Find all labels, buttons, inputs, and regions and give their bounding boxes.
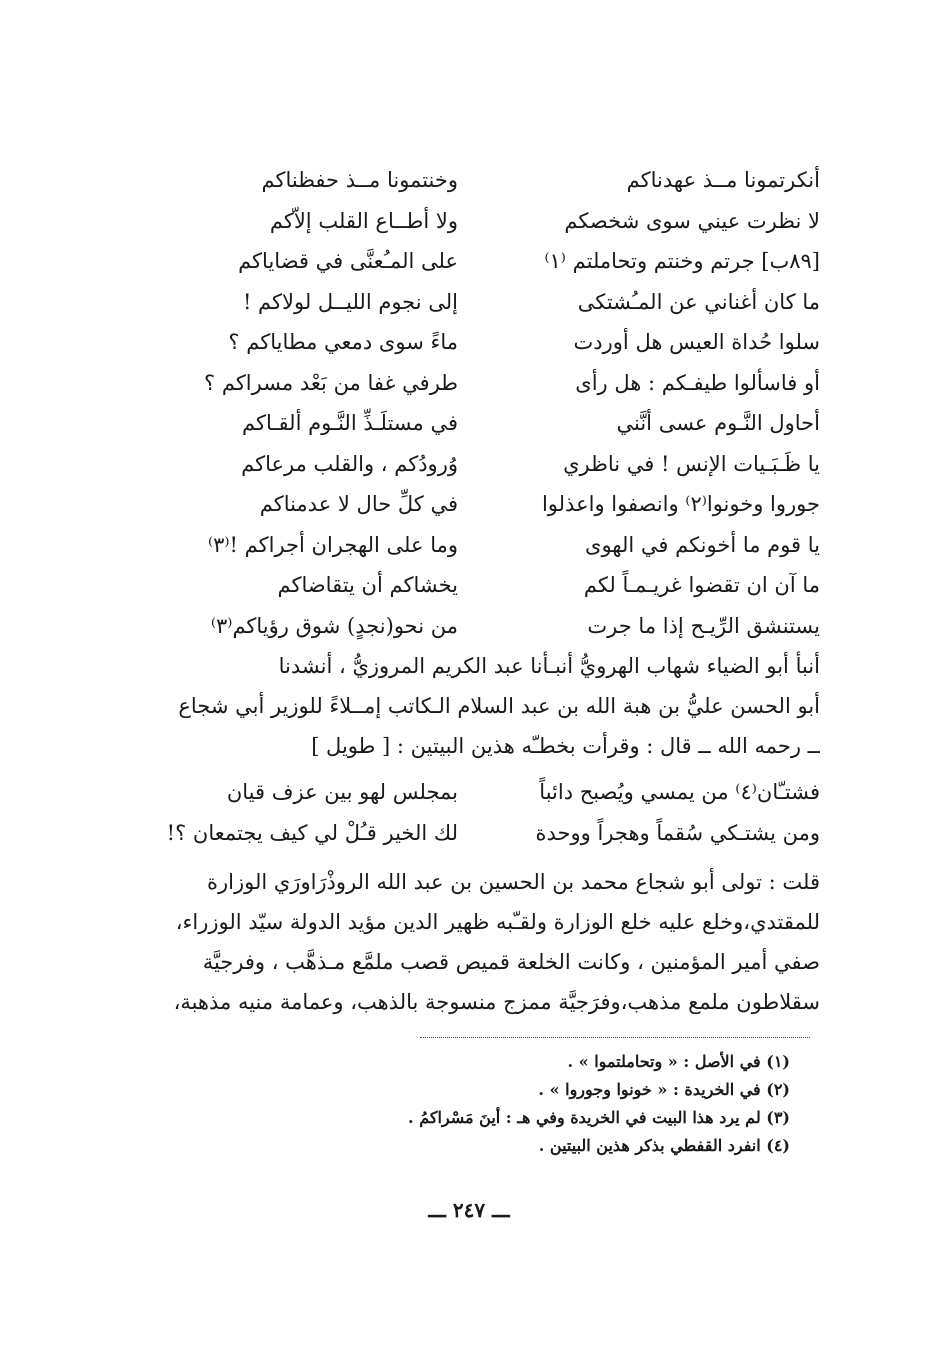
second-hemistich: على المـُعنَّى في قضاياكم bbox=[238, 249, 458, 273]
first-hemistich: ما كان أغناني عن المـُشتكى bbox=[577, 289, 820, 314]
text-line: صفي أمير المؤمنين ، وكانت الخلعة قميص قصب ملمَّع مـذهَّب ، وفرجيَّة bbox=[202, 950, 820, 974]
footnote: (٣) لم يرد هذا البيت في الخريدة وفي هـ : أينَ مَسْراكمُ . bbox=[408, 1108, 790, 1127]
footnote: (٢) في الخريدة : « خونوا وجوروا » . bbox=[538, 1080, 790, 1099]
second-hemistich: وخنتمونا مــذ حفظناكم bbox=[261, 168, 458, 192]
second-hemistich: لك الخير قـُلْ لي كيف يجتمعان ؟! bbox=[166, 820, 458, 845]
poem bbox=[140, 160, 820, 646]
first-hemistich: سلوا حُداة العيس هل أوردت bbox=[573, 330, 820, 354]
first-hemistich: أنكرتمونا مــذ عهدناكم bbox=[626, 168, 820, 192]
second-hemistich: ولا أطــاع القلب إلاّكم bbox=[269, 208, 458, 233]
second-hemistich: إلى نجوم الليــل لولاكم ! bbox=[242, 289, 458, 314]
text-line: للمقتدي،وخلع عليه خلع الوزارة ولقـّبه ظهير الدين مؤيد الدولة سيّد الوزراء، bbox=[175, 910, 820, 934]
first-hemistich: يستنشق الرِّيـح إذا ما جرت bbox=[587, 613, 820, 638]
first-hemistich: يا قوم ما أخونكم في الهوى bbox=[585, 532, 820, 557]
verse bbox=[140, 282, 820, 323]
text-line: أبو الحسن عليُّ بن هبة الله بن عبد السلام الـكاتب إمــلاءً للوزير أبي شجاع bbox=[178, 694, 820, 718]
first-hemistich: أحاول النَّـوم عسى أنَّني bbox=[616, 411, 820, 435]
second-hemistich: ماءً سوى دمعي مطاياكم ؟ bbox=[228, 330, 458, 354]
footnote: (١) في الأصل : « وتحاملتموا » . bbox=[567, 1052, 790, 1071]
verse bbox=[140, 322, 820, 363]
first-hemistich: أو فاسألوا طيفـكم : هل رأى bbox=[575, 370, 820, 395]
first-hemistich: فشتـّان⁽٤⁾ من يمسي ويُصبح دائباً bbox=[539, 780, 820, 804]
verse bbox=[140, 403, 820, 444]
text-line: أنبأ أبو الضياء شهاب الهرويُّ أنبـأنا عبد الكريم المروزيُّ ، أنشدنا bbox=[278, 654, 820, 678]
second-hemistich: يخشاكم أن يتقاضاكم bbox=[277, 573, 458, 597]
text-line: ــ رحمه الله ــ قال : وقرأت بخطـّه هذين البيتين : [ طويل ] bbox=[311, 734, 820, 758]
second-hemistich: في مستلَـذِّ النَّـوم ألقـاكم bbox=[242, 411, 458, 435]
footnote-divider bbox=[420, 1037, 810, 1038]
verse bbox=[140, 484, 820, 525]
second-hemistich: وُرودُكم ، والقلب مرعاكم bbox=[241, 451, 458, 476]
verse bbox=[140, 565, 820, 606]
verse bbox=[140, 363, 820, 404]
first-hemistich: لا نظرت عيني سوى شخصكم bbox=[564, 208, 820, 233]
first-hemistich: ما آن ان تقضوا غريـمـاً لكم bbox=[583, 573, 820, 597]
footnotes bbox=[300, 1048, 790, 1160]
narration-paragraph bbox=[140, 646, 820, 766]
verse bbox=[140, 772, 820, 813]
couplet bbox=[140, 772, 820, 853]
page-number: ـــ ٢٤٧ ـــ bbox=[428, 1198, 510, 1222]
first-hemistich: ومن يشتـكي سُقماً وهجراً ووحدة bbox=[535, 820, 820, 845]
commentary-paragraph bbox=[140, 862, 820, 1022]
verse bbox=[140, 241, 820, 282]
footnote: (٤) انفرد القفطي بذكر هذين البيتين . bbox=[538, 1136, 790, 1155]
second-hemistich: بمجلس لهو بين عزف قيان bbox=[226, 780, 458, 804]
first-hemistich: [٨٩ب] جرتم وخنتم وتحاملتم ⁽١⁾ bbox=[544, 249, 820, 273]
verse bbox=[140, 201, 820, 242]
second-hemistich: طرفي غفا من بَعْد مسراكم ؟ bbox=[204, 370, 458, 395]
second-hemistich: في كلِّ حال لا عدمناكم bbox=[259, 492, 458, 516]
text-line: سقلاطون ملمع مذهب،وفرَجيَّة ممزج منسوجة بالذهب، وعمامة منيه مذهبة، bbox=[173, 990, 820, 1014]
verse bbox=[140, 525, 820, 566]
first-hemistich: جوروا وخونوا⁽٢⁾ وانصفوا واعذلوا bbox=[541, 492, 820, 516]
verse bbox=[140, 444, 820, 485]
second-hemistich: وما على الهجران أجراكم !⁽٣⁾ bbox=[207, 532, 458, 557]
verse bbox=[140, 606, 820, 647]
verse bbox=[140, 160, 820, 201]
second-hemistich: من نحو(نجدٍ) شوق رؤياكم⁽٣⁾ bbox=[210, 613, 458, 638]
first-hemistich: يا ظَـبَـيات الإنس ! في ناظري bbox=[563, 451, 820, 476]
text-line: قلت : تولى أبو شجاع محمد بن الحسين بن عبد الله الروذْرَاورَي الوزارة bbox=[206, 870, 820, 894]
verse bbox=[140, 813, 820, 854]
